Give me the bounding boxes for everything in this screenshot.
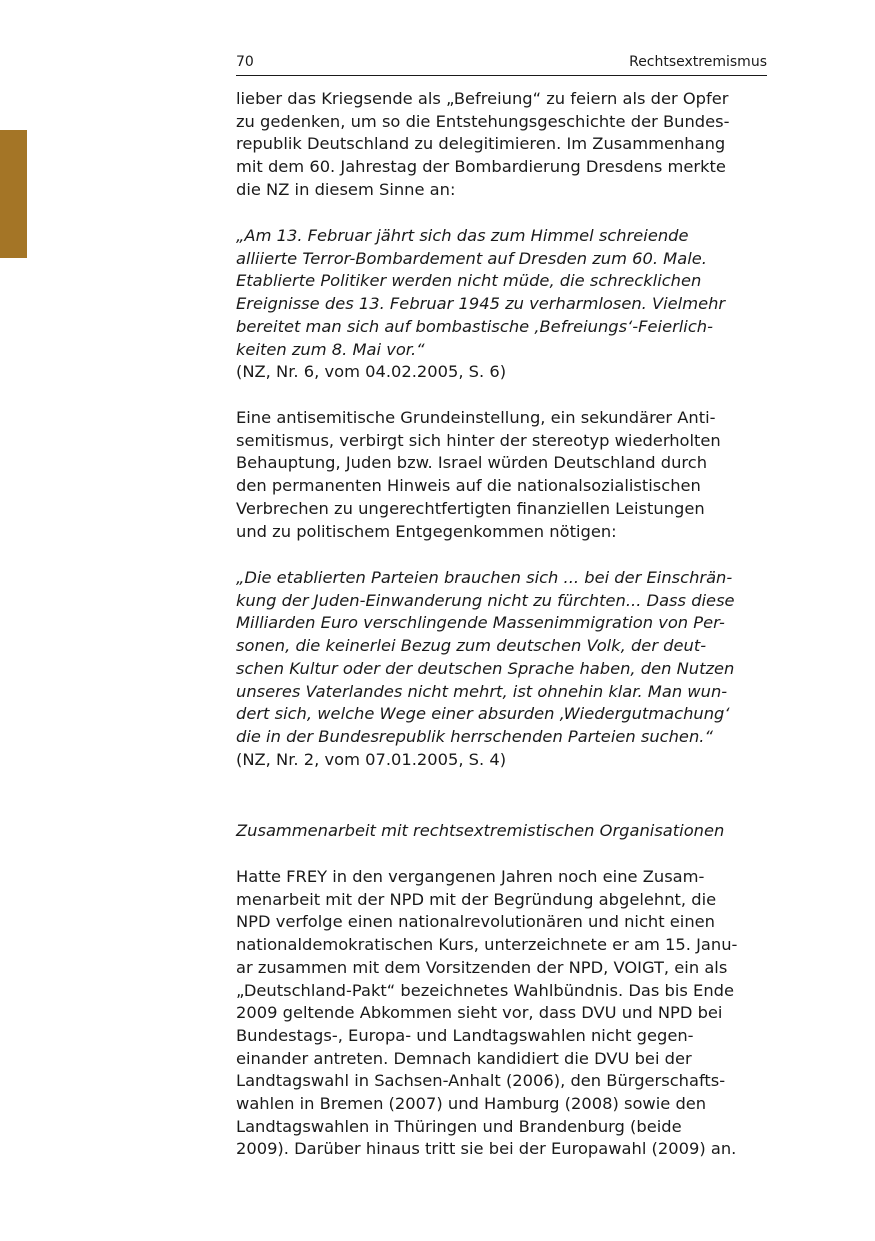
header-rule xyxy=(236,75,767,76)
quote-citation: (NZ, Nr. 2, vom 07.01.2005, S. 4) xyxy=(236,749,507,769)
text-line: menarbeit mit der NPD mit der Begründung abgelehnt, die xyxy=(236,889,717,909)
quote-line: alliierte Terror-Bombardement auf Dresden zum 60. Male. xyxy=(236,248,707,268)
section-title: Rechtsextremismus xyxy=(629,54,767,70)
quote-line: „Am 13. Februar jährt sich das zum Himmel schreiende xyxy=(236,226,689,245)
text-line: 2009). Darüber hinaus tritt sie bei der Europawahl (2009) an. xyxy=(236,1139,737,1159)
text-line: zu gedenken, um so die Entstehungsgeschichte der Bundes- xyxy=(236,111,730,131)
page-number: 70 xyxy=(236,54,254,70)
text-line: semitismus, verbirgt sich hinter der stereotyp wiederholten xyxy=(236,430,721,450)
text-line: Behauptung, Juden bzw. Israel würden Deutschland durch xyxy=(236,453,708,473)
block-quote-2 xyxy=(236,567,767,771)
quote-line: Milliarden Euro verschlingende Massenimmigration von Per- xyxy=(236,613,725,633)
quote-line: kung der Juden-Einwanderung nicht zu fürchten... Dass diese xyxy=(236,590,735,610)
text-line: einander antreten. Demnach kandidiert die DVU bei der xyxy=(236,1048,692,1068)
quote-line: die in der Bundesrepublik herrschenden Parteien suchen.“ xyxy=(236,726,713,746)
quote-line: „Die etablierten Parteien brauchen sich ... bei der Einschrän- xyxy=(236,568,733,587)
quote-line: dert sich, welche Wege einer absurden ‚Wiedergutmachung‘ xyxy=(236,704,730,724)
quote-line: sonen, die keinerlei Bezug zum deutschen Volk, der deut- xyxy=(236,636,707,656)
quote-line: schen Kultur oder der deutschen Sprache haben, den Nutzen xyxy=(236,658,735,678)
paragraph-3 xyxy=(236,866,767,1161)
quote-line: keiten zum 8. Mai vor.“ xyxy=(236,339,425,359)
text-line: Verbrechen zu ungerechtfertigten finanziellen Leistungen xyxy=(236,498,705,518)
text-line: die NZ in diesem Sinne an: xyxy=(236,179,456,199)
text-line: lieber das Kriegsende als „Befreiung“ zu feiern als der Opfer xyxy=(236,89,729,108)
text-line: mit dem 60. Jahrestag der Bombardierung Dresdens merkte xyxy=(236,157,726,177)
text-line: nationaldemokratischen Kurs, unterzeichnete er am 15. Janu- xyxy=(236,935,738,955)
text-line: wahlen in Bremen (2007) und Hamburg (2008) sowie den xyxy=(236,1094,707,1114)
text-line: Eine antisemitische Grundeinstellung, ein sekundärer Anti- xyxy=(236,408,716,427)
paragraph-2 xyxy=(236,407,767,543)
text-line: Landtagswahl in Sachsen-Anhalt (2006), den Bürgerschafts- xyxy=(236,1071,726,1091)
text-line: den permanenten Hinweis auf die nationalsozialistischen xyxy=(236,476,701,496)
quote-line: unseres Vaterlandes nicht mehrt, ist ohnehin klar. Man wun- xyxy=(236,681,728,701)
text-line: NPD verfolge einen nationalrevolutionären und nicht einen xyxy=(236,912,715,932)
quote-line: Ereignisse des 13. Februar 1945 zu verharmlosen. Vielmehr xyxy=(236,294,726,314)
quote-line: Etablierte Politiker werden nicht müde, die schrecklichen xyxy=(236,271,702,291)
text-line: und zu politischem Entgegenkommen nötigen: xyxy=(236,521,617,541)
text-line: „Deutschland-Pakt“ bezeichnetes Wahlbündnis. Das bis Ende xyxy=(236,980,734,1000)
text-line: Landtagswahlen in Thüringen und Brandenburg (beide xyxy=(236,1116,682,1136)
running-header xyxy=(236,54,767,74)
chapter-edge-tab xyxy=(0,130,27,258)
paragraph-1 xyxy=(236,88,767,202)
block-quote-1 xyxy=(236,225,767,384)
quote-line: bereitet man sich auf bombastische ‚Befreiungs‘-Feierlich- xyxy=(236,316,713,336)
quote-citation: (NZ, Nr. 6, vom 04.02.2005, S. 6) xyxy=(236,362,507,382)
text-line: Bundestags-, Europa- und Landtagswahlen nicht gegen- xyxy=(236,1025,694,1045)
text-line: republik Deutschland zu delegitimieren. Im Zusammenhang xyxy=(236,134,726,154)
section-subheading: Zusammenarbeit mit rechtsextremistischen Organisationen xyxy=(236,821,725,840)
text-line: Hatte FREY in den vergangenen Jahren noch eine Zusam- xyxy=(236,867,705,886)
text-line: ar zusammen mit dem Vorsitzenden der NPD, VOIGT, ein als xyxy=(236,957,728,977)
text-line: 2009 geltende Abkommen sieht vor, dass DVU und NPD bei xyxy=(236,1003,723,1023)
